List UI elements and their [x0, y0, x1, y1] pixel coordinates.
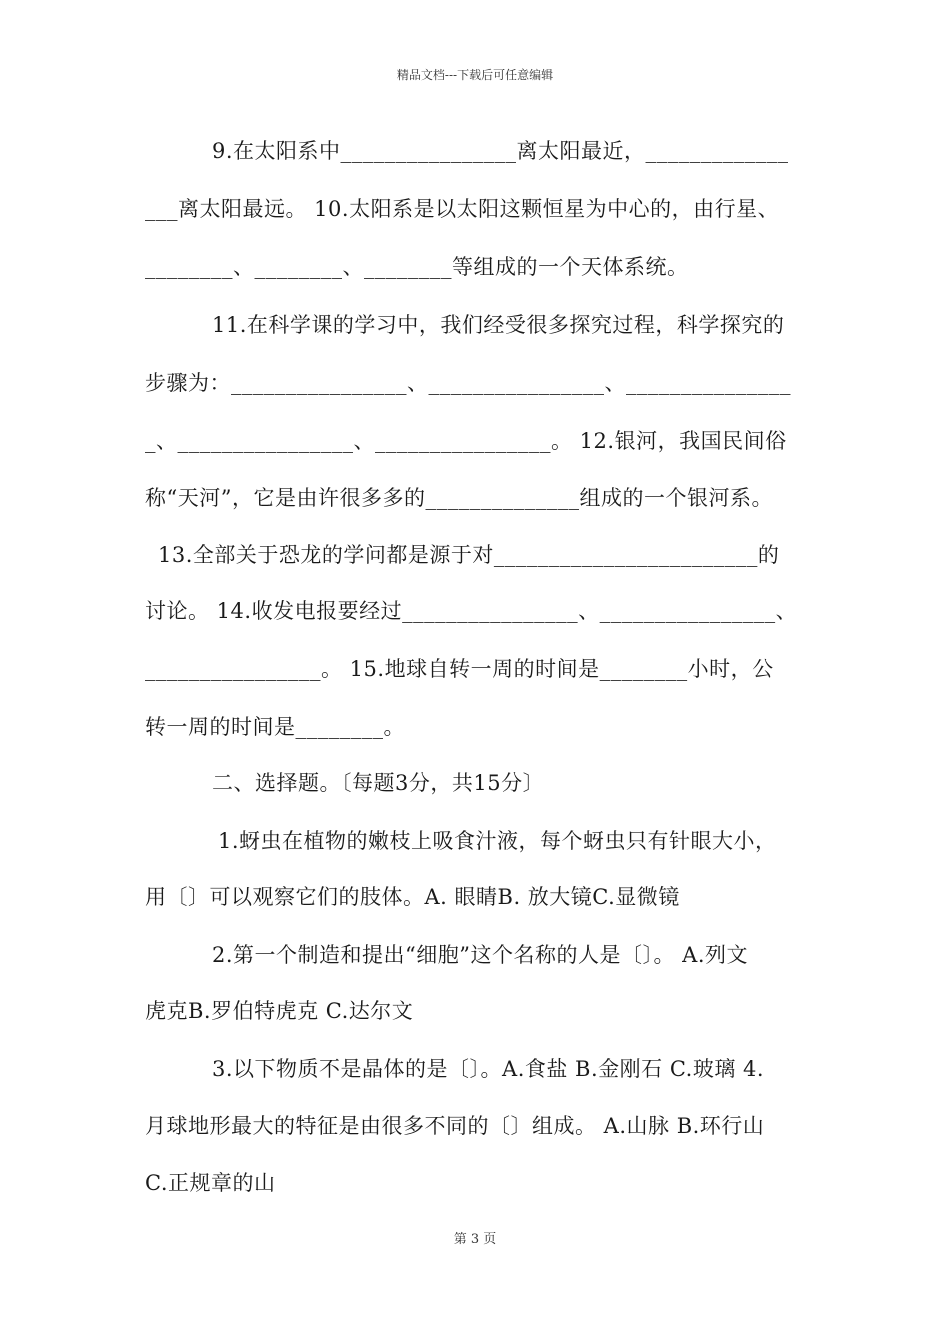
text-line-q11-steps: 步骤为：________________、________________、_______________: [145, 371, 791, 395]
text-line-c1-options: 用〔〕可以观察它们的肢体。A. 眼睛B. 放大镜C.显微镜: [145, 885, 680, 909]
text-line-q9-cont-q10: ___离太阳最远。 10.太阳系是以太阳这颗恒星为中心的，由行星、: [145, 197, 780, 221]
text-line-c1: 1.蚜虫在植物的嫩枝上吸食汁液，每个蚜虫只有针眼大小，: [218, 829, 777, 853]
text-line-q11: 11.在科学课的学习中，我们经受很多探究过程，科学探究的: [212, 313, 785, 337]
section-heading-choice: 二、选择题。〔每题3分，共15分〕: [212, 771, 545, 795]
text-line-q9: 9.在太阳系中________________离太阳最近，_____________: [212, 139, 789, 163]
text-line-q13: 13.全部关于恐龙的学问都是源于对________________________的: [158, 543, 780, 567]
text-line-c4: 月球地形最大的特征是由很多不同的〔〕组成。 A.山脉 B.环行山: [145, 1114, 765, 1138]
text-line-c2: 2.第一个制造和提出“细胞”这个名称的人是〔〕。 A.列文: [212, 943, 749, 967]
text-line-q12-cont: 称“天河”，它是由许很多多的______________组成的一个银河系。: [145, 486, 773, 510]
page-number: 第 3 页: [453, 1232, 497, 1247]
text-line-c2-options: 虎克B.罗伯特虎克 C.达尔文: [145, 999, 414, 1023]
text-line-c3-c4: 3.以下物质不是晶体的是〔〕。A.食盐 B.金刚石 C.玻璃 4.: [212, 1057, 765, 1081]
text-line-q10-cont: ________、________、________等组成的一个天体系统。: [145, 255, 689, 279]
text-line-q13-cont-q14: 讨论。 14.收发电报要经过________________、________________、: [145, 599, 798, 623]
text-line-q11-cont-q12: _、________________、________________。 12.银河，我国民间俗: [145, 429, 787, 453]
text-line-c4-options: C.正规章的山: [145, 1171, 276, 1195]
text-line-q14-cont-q15: ________________。 15.地球自转一周的时间是________小时，公: [145, 657, 774, 681]
text-line-q15-cont: 转一周的时间是________。: [145, 715, 405, 739]
page-header: 精品文档---下载后可任意编辑: [396, 68, 554, 82]
